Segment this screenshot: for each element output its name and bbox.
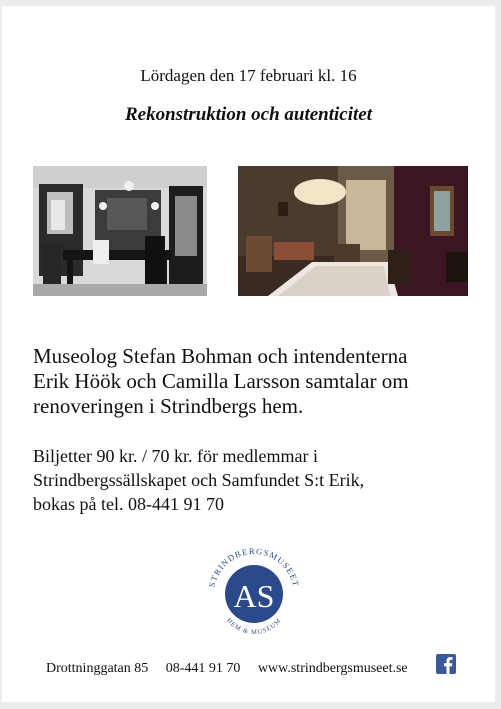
interior-photo-color — [238, 166, 468, 296]
footer-contact — [46, 661, 422, 677]
facebook-icon[interactable] — [436, 654, 456, 674]
ticket-line: Strindbergssällskapet och Samfundet S:t Erik, — [33, 470, 365, 490]
ticket-info — [33, 444, 473, 516]
ticket-line: Biljetter 90 kr. / 70 kr. för medlemmar i — [33, 446, 318, 466]
footer-phone: 08-441 91 70 — [165, 661, 241, 676]
svg-text:AS: AS — [233, 578, 275, 614]
footer-address: Drottninggatan 85 — [46, 661, 149, 676]
description-line: Erik Höök och Camilla Larsson samtalar om — [33, 369, 409, 393]
poster — [2, 6, 495, 702]
description-line: renoveringen i Strindbergs hem. — [33, 394, 304, 418]
description-line: Museolog Stefan Bohman och intendenterna — [33, 344, 408, 368]
event-date: Lördagen den 17 februari kl. 16 — [140, 66, 357, 85]
svg-text:STRINDBERGSMUSEET: STRINDBERGSMUSEET — [206, 545, 302, 589]
strindbergsmuseet-seal-logo — [204, 544, 304, 644]
footer-website-link[interactable]: www.strindbergsmuseet.se — [257, 661, 408, 676]
interior-photo-bw — [33, 166, 207, 296]
svg-text:HEM & MUSEUM: HEM & MUSEUM — [225, 616, 283, 637]
program-description — [33, 344, 473, 419]
ticket-line: bokas på tel. 08-441 91 70 — [33, 494, 224, 514]
event-title: Rekonstruktion och autenticitet — [124, 104, 373, 125]
